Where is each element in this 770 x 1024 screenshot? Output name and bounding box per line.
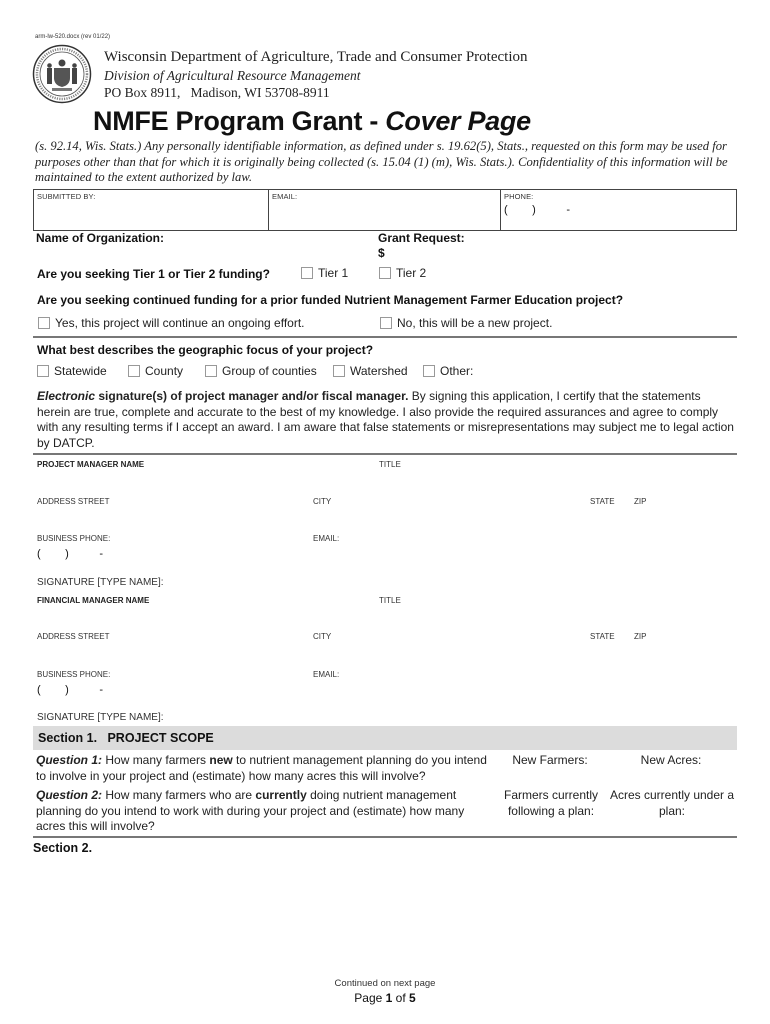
pm-email-label: EMAIL: — [313, 534, 340, 543]
q2-emphasis: currently — [255, 788, 307, 802]
q2-text-b: doing nutrient management planning do you intend to work with during your project and (estimate) how many acres this will involve? — [36, 788, 465, 833]
q2-farmers-currently-label: Farmers currently following a plan: — [503, 788, 598, 818]
fm-address-label: ADDRESS STREET — [37, 632, 110, 641]
pm-title-input[interactable] — [379, 472, 729, 490]
fm-title-input[interactable] — [379, 607, 729, 625]
phone-label: PHONE: — [504, 192, 534, 201]
geo-other-input[interactable] — [480, 362, 730, 378]
phone-field[interactable] — [501, 190, 737, 231]
checkbox-box[interactable] — [380, 317, 392, 329]
geographic-focus-label: What best describes the geographic focus of your project? — [37, 343, 374, 357]
pm-zip-input[interactable] — [634, 508, 729, 526]
geo-statewide-checkbox[interactable] — [37, 364, 107, 378]
fm-zip-label: ZIP — [634, 632, 647, 641]
q1-emphasis: new — [209, 753, 233, 767]
geo-county-checkbox[interactable] — [128, 364, 183, 378]
sig-lead-italic: Electronic — [37, 389, 96, 403]
q1-new-acres-label: New Acres: — [640, 753, 702, 767]
continued-yes-label: Yes, this project will continue an ongoing effort. — [55, 316, 305, 330]
section1-heading: Section 1. PROJECT SCOPE — [33, 726, 737, 750]
tier1-checkbox[interactable] — [301, 266, 348, 280]
page-prefix: Page — [354, 991, 386, 1005]
pm-title-label: TITLE — [379, 460, 401, 469]
pm-address-label: ADDRESS STREET — [37, 497, 110, 506]
pm-signature-input[interactable] — [175, 575, 725, 589]
title-italic: Cover Page — [385, 106, 531, 136]
title-main: NMFE Program Grant - — [93, 106, 386, 136]
fm-city-input[interactable] — [313, 643, 583, 661]
pm-zip-label: ZIP — [634, 497, 647, 506]
q2-acres-currently-label: Acres currently under a plan: — [609, 788, 735, 818]
geo-group-of-counties-checkbox[interactable] — [205, 364, 317, 378]
question2-text — [36, 788, 491, 835]
agency-name: Wisconsin Department of Agriculture, Trade and Consumer Protection — [104, 49, 528, 65]
checkbox-box[interactable] — [38, 317, 50, 329]
privacy-notice: (s. 92.14, Wis. Stats.) Any personally identifiable information, as defined under s. 19.62(5), Stats., requested on this form may be used for purposes other than that for which it is originally being collected (s. 15.04 (1) (m), Wis. Stats.). Confidentiality of this information will be maintained to the extent authorized by law. — [35, 139, 728, 184]
fm-phone-input[interactable]: ( ) - — [37, 684, 103, 696]
fm-email-input[interactable] — [313, 681, 723, 699]
checkbox-box[interactable] — [205, 365, 217, 377]
division-name: Division of Agricultural Resource Management — [104, 68, 361, 83]
sig-lead-bold: signature(s) of project manager and/or fiscal manager. — [95, 389, 409, 403]
agency-address: PO Box 8911, Madison, WI 53708-8911 — [104, 85, 330, 100]
geo-group-of-counties-label: Group of counties — [222, 364, 317, 378]
page-current: 1 — [385, 991, 393, 1005]
geo-other-checkbox[interactable] — [423, 364, 473, 378]
email-label: EMAIL: — [272, 192, 298, 201]
fm-state-label: STATE — [590, 632, 615, 641]
tier2-checkbox[interactable] — [379, 266, 426, 280]
divider — [33, 453, 737, 455]
continued-funding-label: Are you seeking continued funding for a prior funded Nutrient Management Farmer Education project? — [37, 293, 624, 307]
wisconsin-seal-logo — [32, 44, 92, 104]
continued-yes-checkbox[interactable] — [38, 316, 305, 330]
form-id: arm-lw-520.docx (rev 01/22) — [35, 34, 111, 40]
fm-zip-input[interactable] — [634, 643, 729, 661]
page-indicator — [0, 991, 770, 1005]
geo-watershed-label: Watershed — [350, 364, 408, 378]
question1-text — [36, 753, 491, 784]
checkbox-box[interactable] — [423, 365, 435, 377]
q1-text-b: to nutrient management planning do you intend to involve in your project and (estimate) how many acres this will involve? — [36, 753, 487, 783]
fm-signature-input[interactable] — [175, 710, 725, 724]
checkbox-box[interactable] — [128, 365, 140, 377]
q1-text-a: How many farmers — [102, 753, 210, 767]
pm-address-input[interactable] — [37, 508, 307, 526]
q1-label: Question 1: — [36, 753, 103, 767]
pm-name-label: PROJECT MANAGER NAME — [37, 460, 145, 469]
pm-phone-input[interactable]: ( ) - — [37, 548, 103, 560]
sig-body: By signing this application, I certify that the statements herein are true, complete and accurate to the best of my knowledge. I also provide the required assurances and agree to comply with any resulting terms if I accept an award. I am aware that false statements or misrepresentations may subject me to legal action by DATCP. — [37, 389, 734, 450]
fm-phone-label: BUSINESS PHONE: — [37, 670, 111, 679]
fm-name-input[interactable] — [37, 607, 367, 625]
fm-address-input[interactable] — [37, 643, 307, 661]
grant-request-currency: $ — [378, 246, 385, 260]
pm-city-input[interactable] — [313, 508, 583, 526]
tier1-label: Tier 1 — [318, 266, 349, 280]
divider — [33, 336, 737, 338]
pm-city-label: CITY — [313, 497, 332, 506]
fm-title-label: TITLE — [379, 596, 401, 605]
agency-block — [104, 48, 528, 101]
pm-state-input[interactable] — [590, 508, 628, 526]
organization-name-input[interactable] — [175, 229, 365, 247]
geo-watershed-checkbox[interactable] — [333, 364, 408, 378]
geo-other-label: Other: — [440, 364, 474, 378]
q1-new-farmers-label: New Farmers: — [512, 753, 588, 767]
continued-no-label: No, this will be a new project. — [397, 316, 553, 330]
checkbox-box[interactable] — [379, 267, 391, 279]
email-field[interactable] — [269, 190, 501, 231]
fm-city-label: CITY — [313, 632, 332, 641]
checkbox-box[interactable] — [301, 267, 313, 279]
phone-format: ( ) - — [504, 204, 570, 216]
grant-request-input[interactable] — [390, 244, 540, 260]
checkbox-box[interactable] — [333, 365, 345, 377]
geo-county-label: County — [145, 364, 184, 378]
q2-label: Question 2: — [36, 788, 103, 802]
fm-name-label: FINANCIAL MANAGER NAME — [37, 596, 150, 605]
page-of: of — [392, 991, 410, 1005]
q2-text-a: How many farmers who are — [102, 788, 256, 802]
grant-request-label: Grant Request: — [378, 231, 465, 245]
submitted-by-label: SUBMITTED BY: — [37, 192, 96, 201]
divider — [33, 836, 737, 838]
signature-statement — [37, 389, 737, 451]
pm-email-input[interactable] — [313, 546, 723, 564]
fm-email-label: EMAIL: — [313, 670, 340, 679]
fm-signature-label: SIGNATURE [TYPE NAME]: — [37, 712, 164, 723]
pm-state-label: STATE — [590, 497, 615, 506]
continued-no-checkbox[interactable] — [380, 316, 552, 330]
checkbox-box[interactable] — [37, 365, 49, 377]
pm-signature-label: SIGNATURE [TYPE NAME]: — [37, 577, 164, 588]
page-title — [93, 106, 531, 137]
page-total: 5 — [409, 991, 416, 1005]
pm-phone-label: BUSINESS PHONE: — [37, 534, 111, 543]
pm-name-input[interactable] — [37, 472, 367, 490]
geo-statewide-label: Statewide — [54, 364, 107, 378]
organization-name-label: Name of Organization: — [36, 231, 165, 245]
fm-state-input[interactable] — [590, 643, 628, 661]
continued-note: Continued on next page — [334, 978, 436, 989]
tier-question-label: Are you seeking Tier 1 or Tier 2 funding? — [37, 267, 270, 281]
tier2-label: Tier 2 — [396, 266, 427, 280]
section2-heading: Section 2. — [33, 841, 93, 855]
submitter-table — [33, 189, 737, 231]
submitted-by-field[interactable] — [34, 190, 269, 231]
